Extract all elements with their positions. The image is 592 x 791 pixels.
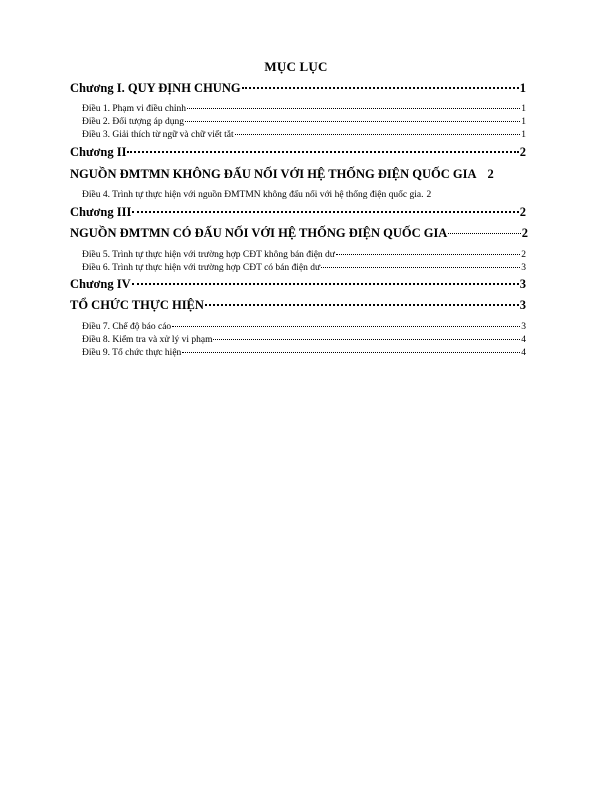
toc-title: MỤC LỤC bbox=[264, 59, 328, 74]
toc-entry-label: Điều 7. Chế độ báo cáo bbox=[82, 322, 172, 332]
toc-entry-label: Điều 2. Đối tượng áp dụng bbox=[82, 117, 184, 127]
toc-entry-page: 4 bbox=[521, 335, 526, 345]
toc-entry-label: Điều 3. Giải thích từ ngữ và chữ viết tắt bbox=[82, 130, 234, 140]
toc-entry-chapter-2-title[interactable] bbox=[70, 167, 552, 182]
toc-entry-label: Chương II bbox=[70, 145, 127, 159]
toc-entry-label: Chương I. QUY ĐỊNH CHUNG bbox=[70, 81, 241, 95]
toc-entry-article-2[interactable] bbox=[82, 117, 526, 127]
toc-entry-article-4[interactable] bbox=[82, 190, 526, 200]
toc-entry-label: Chương IV bbox=[70, 277, 131, 291]
toc-entry-article-9[interactable] bbox=[82, 348, 526, 358]
toc-entry-article-5[interactable] bbox=[82, 250, 526, 260]
toc-entry-label: Điều 5. Trình tự thực hiện với trường hợp CĐT không bán điện dư bbox=[82, 250, 335, 260]
toc-entry-page: 3 bbox=[519, 298, 526, 312]
toc-entry-page: 2 bbox=[487, 167, 494, 181]
dot-leader bbox=[448, 233, 520, 234]
toc-entry-page: 4 bbox=[521, 348, 526, 358]
dot-leader bbox=[242, 87, 519, 89]
toc-entry-chapter-3-title[interactable] bbox=[70, 226, 528, 241]
dot-leader bbox=[127, 151, 518, 153]
toc-entry-label: NGUỒN ĐMTMN CÓ ĐẤU NỐI VỚI HỆ THỐNG ĐIỆN QUỐC GIA bbox=[70, 226, 448, 240]
dot-leader bbox=[321, 267, 520, 268]
toc-entry-page: 1 bbox=[519, 81, 526, 95]
toc-entry-label: Điều 9. Tổ chức thực hiện bbox=[82, 348, 182, 358]
toc-entry-page: 3 bbox=[521, 322, 526, 332]
toc-entry-article-7[interactable] bbox=[82, 322, 526, 332]
toc-entry-article-3[interactable] bbox=[82, 130, 526, 140]
dot-leader bbox=[185, 121, 520, 122]
toc-entry-page: 2 bbox=[521, 250, 526, 260]
toc-entry-label: Điều 1. Phạm vi điều chỉnh bbox=[82, 104, 186, 114]
toc-entry-label: TỔ CHỨC THỰC HIỆN bbox=[70, 298, 204, 312]
toc-entry-page: 2 bbox=[521, 226, 528, 240]
toc-entry-page: 1 bbox=[521, 117, 526, 127]
dot-leader bbox=[182, 352, 520, 353]
toc-entry-chapter-4-title[interactable] bbox=[70, 298, 526, 313]
dot-leader bbox=[336, 254, 520, 255]
dot-leader bbox=[172, 326, 520, 327]
dot-leader bbox=[187, 108, 520, 109]
toc-entry-chapter-1[interactable] bbox=[70, 81, 526, 96]
toc-entry-page: 3 bbox=[519, 277, 526, 291]
toc-entry-page: 2 bbox=[519, 145, 526, 159]
toc-entry-page: 1 bbox=[521, 130, 526, 140]
toc-entry-page: 3 bbox=[521, 263, 526, 273]
toc-entry-chapter-4[interactable] bbox=[70, 277, 526, 292]
toc-entry-article-1[interactable] bbox=[82, 104, 526, 114]
toc-entry-page: 2 bbox=[519, 205, 526, 219]
toc-entry-article-6[interactable] bbox=[82, 263, 526, 273]
dot-leader bbox=[213, 339, 520, 340]
toc-entry-label: Điều 4. Trình tự thực hiện với nguồn ĐMTMN không đấu nối với hệ thống điện quốc gia. bbox=[82, 190, 424, 200]
toc-entry-label: NGUỒN ĐMTMN KHÔNG ĐẤU NỐI VỚI HỆ THỐNG ĐIỆN QUỐC GIA bbox=[70, 167, 477, 181]
toc-entry-label: Điều 6. Trình tự thực hiện với trường hợp CĐT có bán điện dư bbox=[82, 263, 321, 273]
dot-leader bbox=[132, 211, 518, 213]
toc-entry-chapter-3[interactable] bbox=[70, 205, 526, 220]
toc-entry-label: Điều 8. Kiểm tra và xử lý vi phạm bbox=[82, 335, 213, 345]
toc-entry-chapter-2[interactable] bbox=[70, 145, 526, 160]
dot-leader bbox=[235, 134, 521, 135]
toc-entry-page: 2 bbox=[426, 190, 432, 200]
dot-leader bbox=[132, 283, 519, 285]
dot-leader bbox=[205, 304, 519, 306]
toc-entry-article-8[interactable] bbox=[82, 335, 526, 345]
toc-entry-page: 1 bbox=[521, 104, 526, 114]
toc-entry-label: Chương III bbox=[70, 205, 132, 219]
